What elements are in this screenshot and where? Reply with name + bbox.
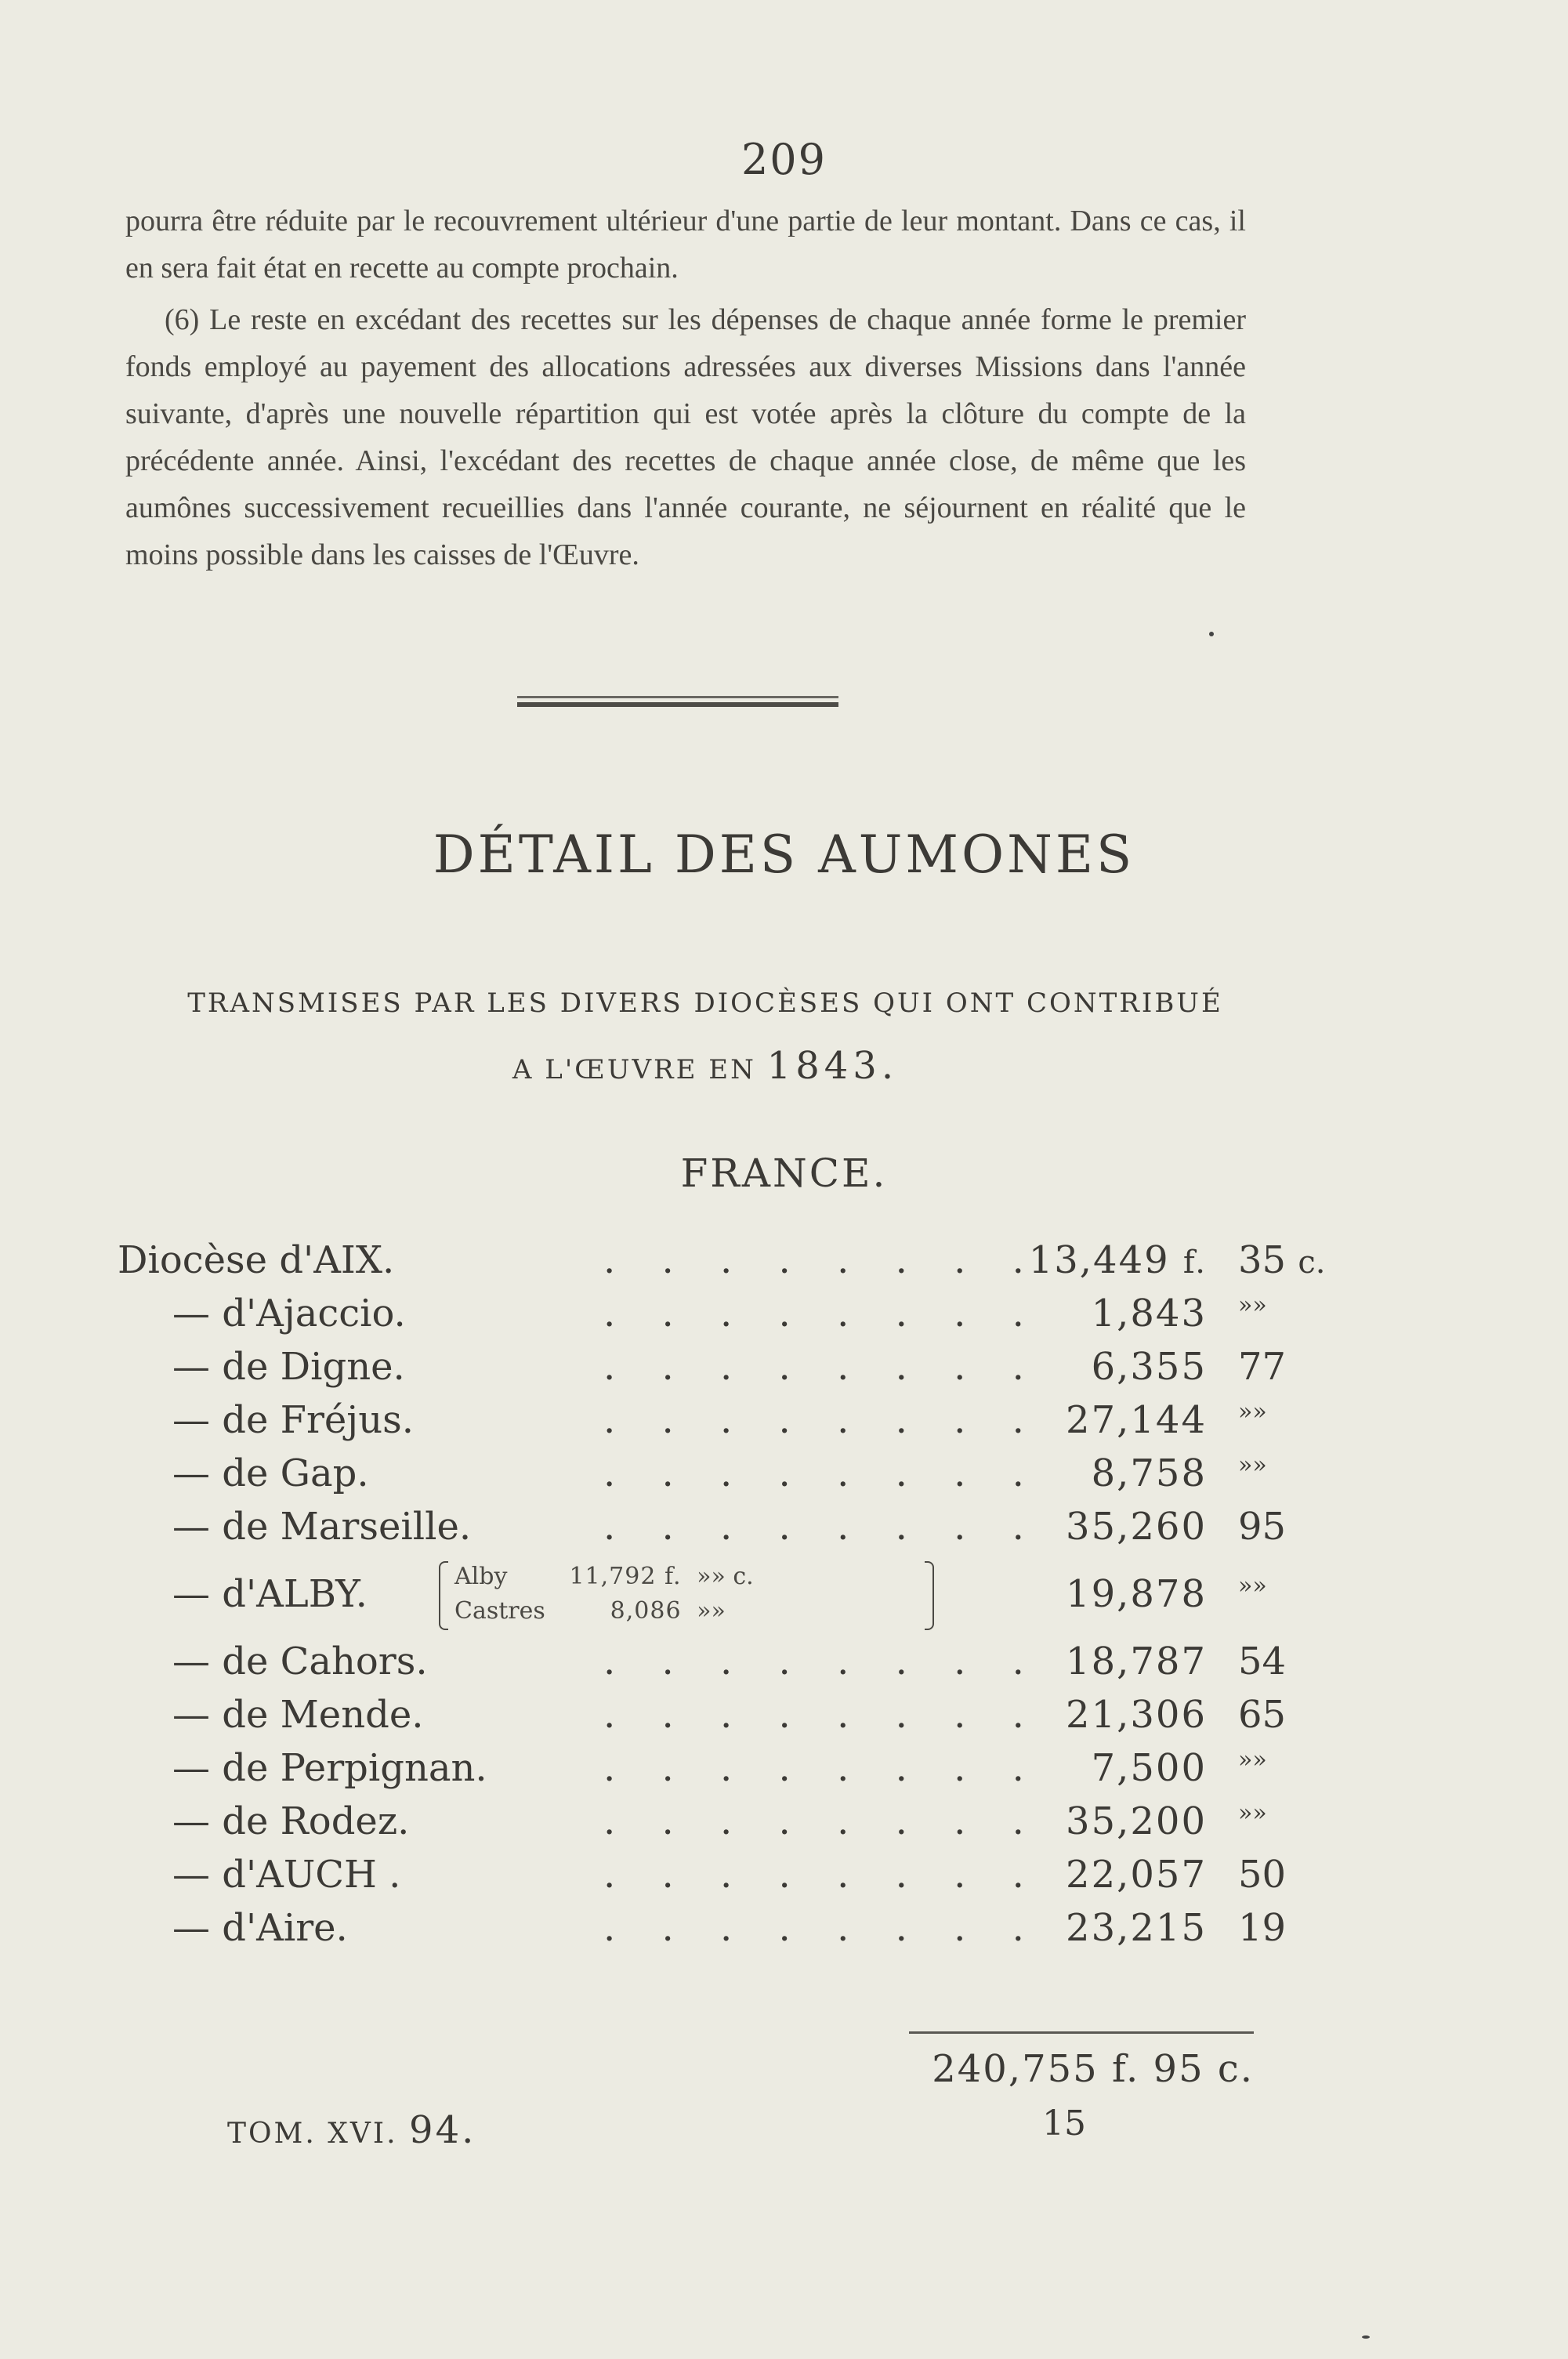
amount-centimes: 50 [1238, 1853, 1287, 1897]
diocese-name: — de Perpignan. [172, 1746, 487, 1790]
amount-centimes: 54 [1238, 1640, 1287, 1683]
note-paragraph-2: (6) Le reste en excédant des recettes sur les dépenses de chaque année forme le premier fonds employé au payement des allocations adressées aux diverses Missions dans l'année suivante, d'après une nouvelle répartition qui est votée après la clôture du compte de la précédente année. Ainsi, l'excédant des recettes de chaque année close, de même que les aumônes successivement recueillies dans l'année courante, ne séjournent en réalité que le moins possible dans les caisses de l'Œuvre. [125, 303, 1246, 571]
diocese-name: Diocèse d'AIX. [118, 1238, 395, 1282]
sub-centimes: »» c. [697, 1563, 754, 1590]
amount-francs: 22,057 [1066, 1853, 1207, 1897]
volume-mark [227, 2108, 476, 2152]
leader-dots: . . . . . . . . [603, 1451, 1041, 1495]
amount-francs: 7,500 [1091, 1746, 1207, 1790]
table-row [118, 1398, 1267, 1451]
amount-francs: 19,878 [1066, 1572, 1207, 1616]
sub-row [454, 1597, 822, 1625]
table-row [118, 1451, 1267, 1505]
sub-amount: 8,086 [610, 1597, 682, 1625]
diocese-name: — de Digne. [172, 1345, 405, 1389]
table-row [118, 1238, 1326, 1292]
sub-label: Alby [454, 1563, 508, 1590]
table-row [118, 1505, 1287, 1558]
amount-centimes: 35 c. [1238, 1238, 1326, 1282]
leader-dots: . . . . . . . . [603, 1640, 1041, 1683]
amount-francs: 1,843 [1091, 1292, 1207, 1335]
volume-label: TOM. XVI. [227, 2118, 398, 2150]
page-number: 209 [741, 135, 827, 184]
table-row [118, 1693, 1287, 1746]
leader-dots: . . . . . . . . [603, 1746, 1041, 1790]
leader-dots: . . . . . . . . [603, 1345, 1041, 1389]
diocese-name: — de Rodez. [172, 1799, 410, 1843]
table-row [118, 1292, 1267, 1345]
diocese-name: — de Cahors. [172, 1640, 428, 1683]
total-rule [909, 2031, 1254, 2034]
amount-centimes: »» [1238, 1572, 1267, 1600]
subtitle-year: 1843. [766, 1044, 899, 1088]
table-row [118, 1853, 1287, 1906]
amount-centimes: »» [1238, 1292, 1267, 1319]
amount-francs: 35,260 [1066, 1505, 1207, 1549]
subtitle-line-1: TRANSMISES PAR LES DIVERS DIOCÈSES QUI ONT CONTRIBUÉ [187, 987, 1223, 1019]
amount-centimes: »» [1238, 1451, 1267, 1479]
leader-dots: . . . . . . . . [603, 1505, 1041, 1549]
right-brace [925, 1561, 934, 1630]
leader-dots: . . . . . . . . [603, 1906, 1041, 1950]
diocese-name: — d'AUCH . [172, 1853, 401, 1897]
country-heading: FRANCE. [680, 1151, 888, 1196]
sub-diocese-breakdown [439, 1558, 948, 1633]
sub-label: Castres [454, 1597, 545, 1625]
amount-francs: 21,306 [1066, 1693, 1207, 1737]
ink-speck [1209, 632, 1214, 636]
amount-centimes: »» [1238, 1799, 1267, 1827]
table-row [118, 1799, 1267, 1853]
diocese-name: — de Gap. [172, 1451, 369, 1495]
amount-francs: 23,215 [1066, 1906, 1207, 1950]
section-subtitle [118, 972, 1293, 1101]
leader-dots: . . . . . . . . [603, 1398, 1041, 1442]
amount-francs: 27,144 [1066, 1398, 1207, 1442]
table-row [118, 1345, 1287, 1398]
diocese-name: — de Marseille. [172, 1505, 472, 1549]
alms-table [118, 1238, 1326, 1959]
divider-thick [517, 702, 838, 707]
amount-francs: 8,758 [1091, 1451, 1207, 1495]
amount-francs: 13,449 f. [1028, 1238, 1207, 1282]
amount-centimes: 65 [1238, 1693, 1287, 1737]
note-paragraph-1: pourra être réduite par le recouvrement ultérieur d'une partie de leur montant. Dans ce cas, il en sera fait état en recette au compte prochain. [125, 205, 1246, 284]
table-row [118, 1640, 1287, 1693]
table-row [118, 1906, 1287, 1959]
subtitle-line-2 [118, 1035, 1293, 1101]
diocese-name: — de Mende. [172, 1693, 424, 1737]
diocese-name: — d'ALBY. [172, 1572, 368, 1616]
amount-francs: 18,787 [1066, 1640, 1207, 1683]
leader-dots: . . . . . . . . [603, 1799, 1041, 1843]
sub-amount: 11,792 f. [569, 1563, 682, 1590]
diocese-name: — de Fréjus. [172, 1398, 414, 1442]
left-brace [439, 1561, 448, 1630]
table-row [118, 1558, 1267, 1640]
amount-centimes: 95 [1238, 1505, 1287, 1549]
amount-francs: 6,355 [1091, 1345, 1207, 1389]
amount-centimes: »» [1238, 1746, 1267, 1774]
grand-total: 240,755 f. 95 c. [932, 2047, 1254, 2091]
sub-centimes: »» [697, 1597, 726, 1625]
table-row [118, 1746, 1267, 1799]
leader-dots: . . . . . . . . [603, 1693, 1041, 1737]
amount-centimes: 19 [1238, 1906, 1287, 1950]
leader-dots: . . . . . . . . [603, 1292, 1041, 1335]
diocese-name: — d'Aire. [172, 1906, 348, 1950]
amount-centimes: »» [1238, 1398, 1267, 1426]
leader-dots: . . . . . . . . [603, 1853, 1041, 1897]
section-title: DÉTAIL DES AUMONES [433, 824, 1135, 885]
amount-centimes: 77 [1238, 1345, 1287, 1389]
diocese-name: — d'Ajaccio. [172, 1292, 406, 1335]
leader-dots: . . . . . . . . [603, 1238, 1041, 1282]
subtitle-line-2-text: A L'ŒUVRE EN [512, 1054, 756, 1085]
divider-thin [517, 696, 838, 698]
sub-row [454, 1563, 822, 1590]
footnotes [125, 197, 1246, 578]
amount-francs: 35,200 [1066, 1799, 1207, 1843]
volume-number: 94. [409, 2108, 476, 2152]
ink-speck [1362, 2335, 1370, 2339]
signature-mark: 15 [1042, 2104, 1086, 2143]
